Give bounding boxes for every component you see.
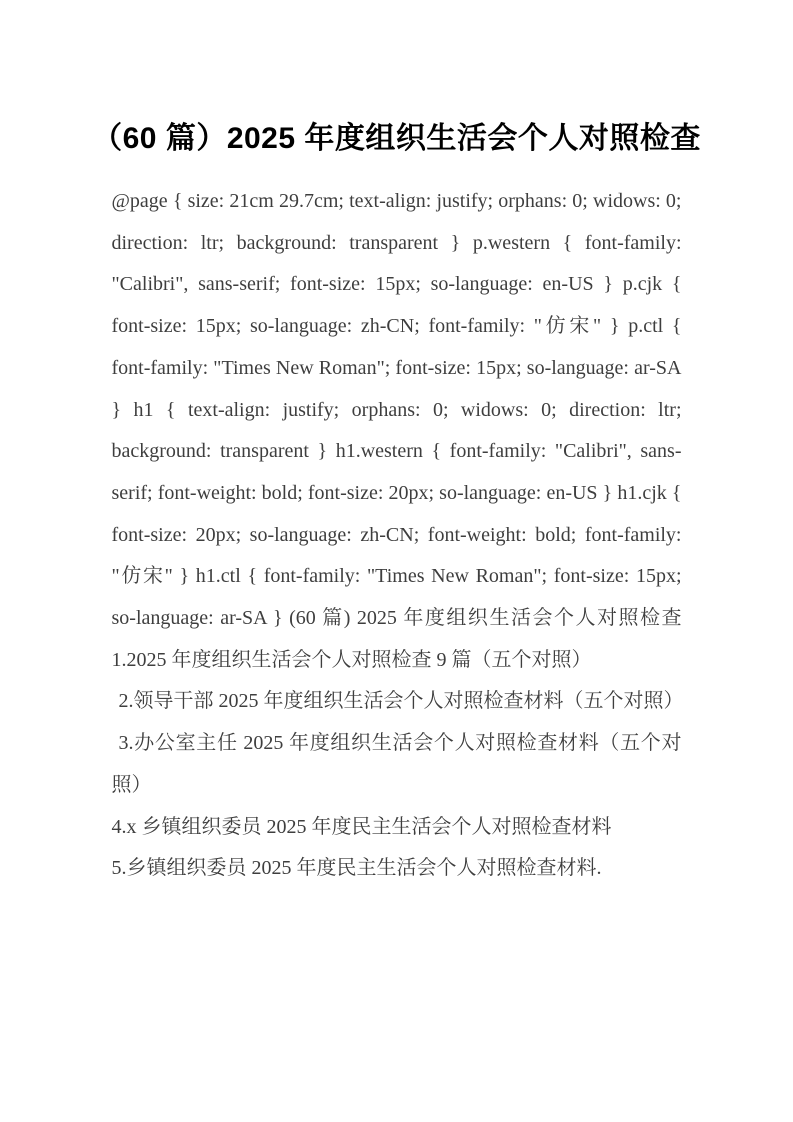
document-title: （60 篇）2025 年度组织生活会个人对照检查 [92,122,701,155]
list-item-3: 3.办公室主任 2025 年度组织生活会个人对照检查材料（五个对照） [111,732,682,796]
document-body [112,181,682,890]
list-item-4: 4.x 乡镇组织委员 2025 年度民主生活会个人对照检查材料 [111,815,612,838]
list-item-2: 2.领导干部 2025 年度组织生活会个人对照检查材料（五个对照） [118,690,684,713]
list-item-5: 5.乡镇组织委员 2025 年度民主生活会个人对照检查材料. [111,857,602,880]
paragraph-css-rules-and-intro: @page { size: 21cm 29.7cm; text-align: justify; orphans: 0; widows: 0; direction: ltr; background: transparent } p.western { font-family: "Calibri", sans-serif; font-size: 15px; so-language: en-US } p.cjk { font-size: 15px; so-language: zh-CN; font-family: "仿宋" } p.ctl { font-family: "Times New Roman"; font-size: 15px; so-language: ar-SA } h1 { text-align: justify; orphans: 0; widows: 0; direction: ltr; background: transparent } h1.western { font-family: "Calibri", sans-serif; font-weight: bold; font-size: 20px; so-language: en-US } h1.cjk { font-size: 20px; so-language: zh-CN; font-weight: bold; font-family: "仿宋" } h1.ctl { font-family: "Times New Roman"; font-size: 15px; so-language: ar-SA } (60 篇) 2025 年度组织生活会个人对照检查 1.2025 年度组织生活会个人对照检查 9 篇（五个对照） [111,190,682,671]
